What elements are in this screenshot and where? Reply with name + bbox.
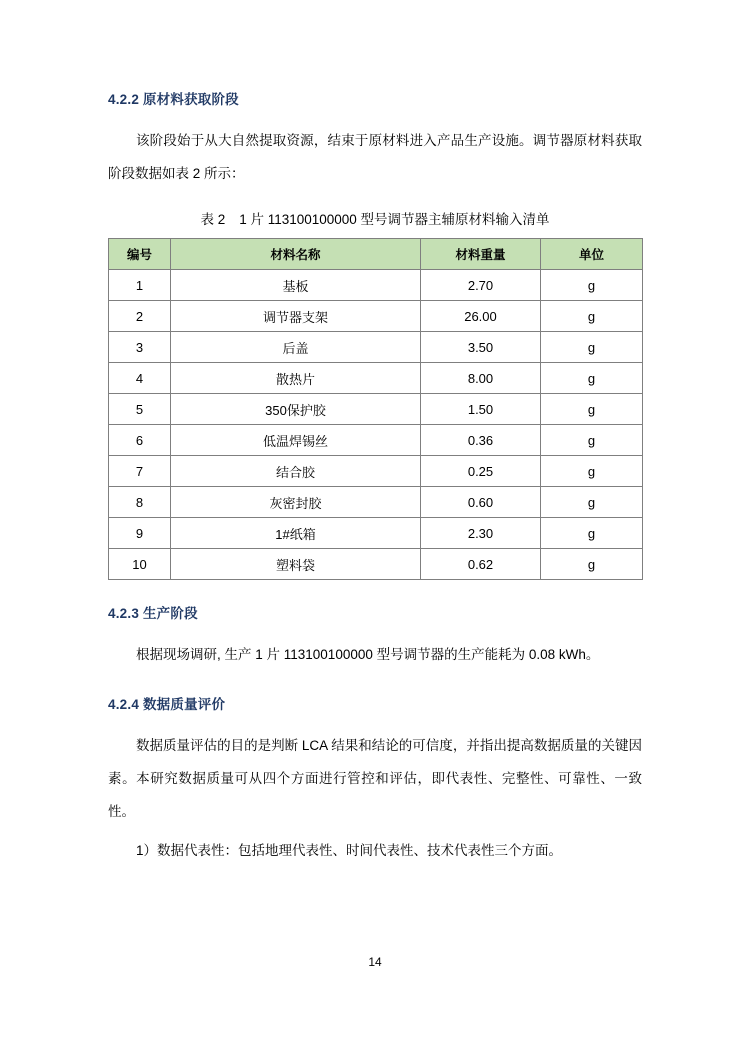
cell-no: 6 [109, 425, 171, 456]
cell-no: 3 [109, 332, 171, 363]
cell-no: 1 [109, 270, 171, 301]
table-header-cell-weight: 材料重量 [421, 239, 541, 270]
cell-name: 后盖 [171, 332, 421, 363]
table-row [109, 394, 643, 425]
paragraph-data-quality: 数据质量评估的目的是判断 LCA 结果和结论的可信度，并指出提高数据质量的关键因素。本研究数据质量可从四个方面进行管控和评估，即代表性、完整性、可靠性、一致性。 [108, 738, 642, 820]
table-row [109, 518, 643, 549]
cell-name: 调节器支架 [171, 301, 421, 332]
table-row [109, 487, 643, 518]
table-header-cell-no: 编号 [109, 239, 171, 270]
list-item-data-representativeness: 1）数据代表性：包括地理代表性、时间代表性、技术代表性三个方面。 [136, 843, 563, 859]
table-row [109, 456, 643, 487]
table-caption-text: 1 片 113100100000 型号调节器主辅原材料输入清单 [239, 212, 550, 228]
table-header-cell-unit: 单位 [541, 239, 643, 270]
cell-weight: 8.00 [421, 363, 541, 394]
cell-name: 灰密封胶 [171, 487, 421, 518]
table-row [109, 270, 643, 301]
cell-name: 基板 [171, 270, 421, 301]
cell-weight: 0.25 [421, 456, 541, 487]
table-row [109, 549, 643, 580]
cell-weight: 26.00 [421, 301, 541, 332]
cell-name: 低温焊锡丝 [171, 425, 421, 456]
cell-unit: g [541, 518, 643, 549]
cell-weight: 0.62 [421, 549, 541, 580]
table-header-cell-name: 材料名称 [171, 239, 421, 270]
table-header-row [109, 239, 643, 270]
cell-no: 2 [109, 301, 171, 332]
cell-unit: g [541, 487, 643, 518]
cell-name: 350保护胶 [171, 394, 421, 425]
page-content [108, 88, 642, 867]
cell-weight: 1.50 [421, 394, 541, 425]
cell-unit: g [541, 549, 643, 580]
table-caption [108, 208, 642, 228]
cell-name: 结合胶 [171, 456, 421, 487]
cell-weight: 2.30 [421, 518, 541, 549]
table-row [109, 363, 643, 394]
cell-no: 4 [109, 363, 171, 394]
cell-no: 10 [109, 549, 171, 580]
material-input-table [108, 238, 643, 580]
table-row [109, 332, 643, 363]
cell-weight: 3.50 [421, 332, 541, 363]
cell-unit: g [541, 363, 643, 394]
section-heading-4-2-4: 4.2.4 数据质量评价 [108, 697, 226, 713]
page-number: 14 [368, 955, 382, 969]
cell-weight: 2.70 [421, 270, 541, 301]
cell-name: 塑料袋 [171, 549, 421, 580]
section-heading-4-2-3: 4.2.3 生产阶段 [108, 606, 198, 622]
table-caption-label: 表 2 [200, 212, 226, 228]
cell-no: 8 [109, 487, 171, 518]
paragraph-raw-material-stage: 该阶段始于从大自然提取资源，结束于原材料进入产品生产设施。调节器原材料获取阶段数据如表 2 所示： [108, 133, 642, 182]
cell-unit: g [541, 456, 643, 487]
paragraph-production-stage: 根据现场调研, 生产 1 片 113100100000 型号调节器的生产能耗为 0.08 kWh。 [136, 647, 600, 663]
section-heading-4-2-2: 4.2.2 原材料获取阶段 [108, 92, 239, 107]
cell-unit: g [541, 394, 643, 425]
cell-unit: g [541, 301, 643, 332]
cell-unit: g [541, 332, 643, 363]
cell-weight: 0.60 [421, 487, 541, 518]
cell-unit: g [541, 270, 643, 301]
cell-name: 1#纸箱 [171, 518, 421, 549]
table-row [109, 425, 643, 456]
table-row [109, 301, 643, 332]
cell-name: 散热片 [171, 363, 421, 394]
cell-unit: g [541, 425, 643, 456]
cell-weight: 0.36 [421, 425, 541, 456]
cell-no: 5 [109, 394, 171, 425]
cell-no: 7 [109, 456, 171, 487]
page-footer [0, 955, 750, 969]
cell-no: 9 [109, 518, 171, 549]
